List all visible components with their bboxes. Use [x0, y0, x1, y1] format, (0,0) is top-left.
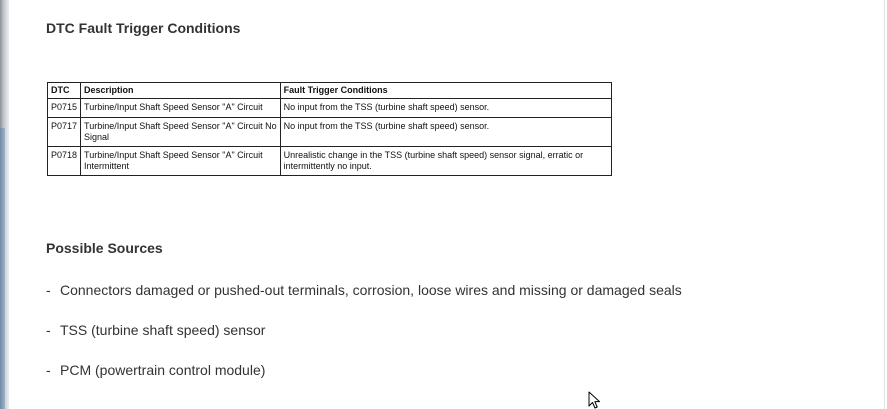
list-item	[46, 320, 682, 360]
bullet-dash: -	[46, 282, 51, 298]
column-header-fault-trigger-conditions: Fault Trigger Conditions	[280, 83, 611, 99]
section-title-dtc-fault-trigger-conditions: DTC Fault Trigger Conditions	[46, 20, 241, 36]
description-cell: Turbine/Input Shaft Speed Sensor "A" Circuit No Signal	[81, 118, 281, 147]
scrollbar-edge	[884, 0, 885, 409]
window-left-edge	[0, 0, 9, 409]
list-item-text: TSS (turbine shaft speed) sensor	[60, 322, 266, 338]
dtc-code-cell: P0715	[48, 99, 81, 118]
list-item-text: Connectors damaged or pushed-out terminals, corrosion, loose wires and missing or damaged seals	[60, 282, 682, 298]
window-edge-accent	[0, 128, 5, 409]
bullet-dash: -	[46, 362, 51, 378]
list-item	[46, 280, 682, 320]
list-item-text: PCM (powertrain control module)	[60, 362, 266, 378]
possible-sources-list	[46, 280, 682, 400]
dtc-code-cell: P0717	[48, 118, 81, 147]
description-cell: Turbine/Input Shaft Speed Sensor "A" Circuit Intermittent	[81, 147, 281, 176]
table-row	[48, 99, 612, 118]
table-row	[48, 118, 612, 147]
list-item	[46, 360, 682, 400]
dtc-table	[47, 82, 612, 176]
condition-cell: No input from the TSS (turbine shaft speed) sensor.	[280, 118, 611, 147]
column-header-dtc: DTC	[48, 83, 81, 99]
mouse-pointer-icon	[588, 391, 602, 409]
table-header-row	[48, 83, 612, 99]
section-title-possible-sources: Possible Sources	[46, 240, 163, 256]
condition-cell: No input from the TSS (turbine shaft speed) sensor.	[280, 99, 611, 118]
bullet-dash: -	[46, 322, 51, 338]
description-cell: Turbine/Input Shaft Speed Sensor "A" Circuit	[81, 99, 281, 118]
column-header-description: Description	[81, 83, 281, 99]
condition-cell: Unrealistic change in the TSS (turbine shaft speed) sensor signal, erratic or intermittently no input.	[280, 147, 611, 176]
table-row	[48, 147, 612, 176]
dtc-code-cell: P0718	[48, 147, 81, 176]
